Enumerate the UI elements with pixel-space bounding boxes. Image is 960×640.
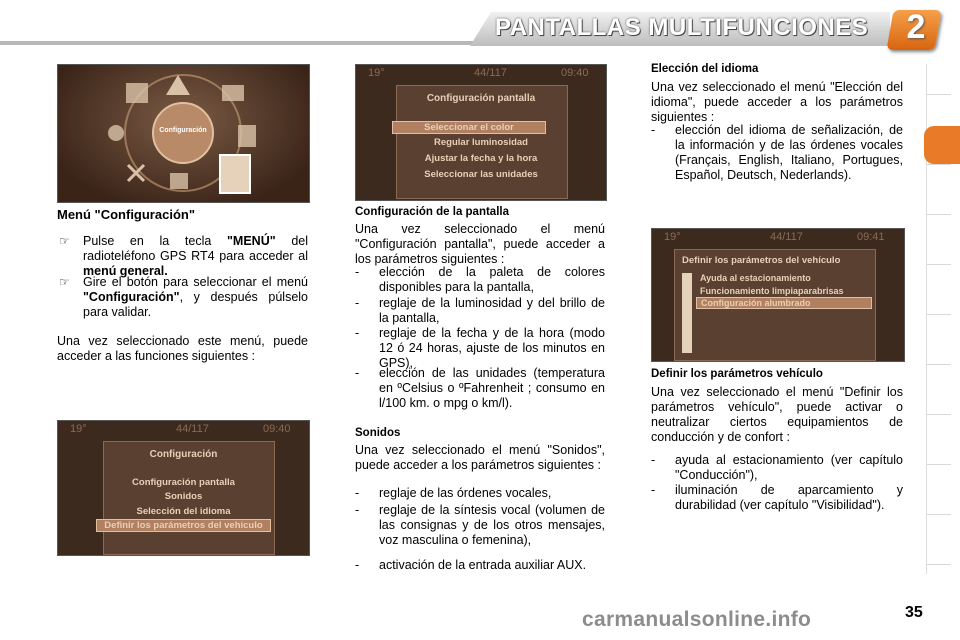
chapter-tab[interactable]: [927, 264, 951, 265]
screen-status-bar: 19° 44/117 09:40: [70, 423, 291, 435]
chapter-tab[interactable]: [927, 564, 951, 565]
screen-menu-item: Ayuda al estacionamiento: [700, 273, 811, 283]
pointer-icon: ☞: [59, 275, 70, 289]
pointer-icon: ☞: [59, 234, 70, 248]
chapter-tab-active[interactable]: [924, 126, 960, 164]
page-number: 35: [905, 604, 923, 621]
bullet-item: ☞ Gire el botón para seleccionar el menú "Configuración", y después púlselo para validar.: [59, 275, 308, 319]
chapter-tab[interactable]: [927, 514, 951, 515]
screen-title: Configuración pantalla: [426, 93, 536, 104]
chapter-tab[interactable]: [927, 464, 951, 465]
screen-menu-item: Configuración pantalla: [132, 477, 235, 488]
screen-menu-item: Regular luminosidad: [434, 137, 528, 148]
screen-status-bar: 19° 44/117 09:41: [664, 231, 885, 243]
list-item: - reglaje de la síntesis vocal (volumen de las consignas y de los otros mensajes, voz masculina o femenina),: [355, 503, 605, 547]
config-screen-photo: [57, 420, 310, 556]
chapter-tab[interactable]: [927, 414, 951, 415]
screen-status-bar: 19° 44/117 09:40: [368, 67, 589, 79]
paragraph: Una vez seleccionado este menú, puede acceder a las funciones siguientes :: [57, 334, 308, 363]
screen-menu-item: Seleccionar las unidades: [424, 169, 538, 180]
list-item: - ayuda al estacionamiento (ver capítulo "Conducción"),: [651, 453, 903, 482]
screen-menu-item: Selección del idioma: [136, 506, 231, 517]
paragraph: Una vez seleccionado el menú "Configuración pantalla", puede acceder a los parámetros siguientes :: [355, 222, 605, 266]
chapter-number: 2: [906, 8, 926, 46]
bullet-item: ☞ Pulse en la tecla "MENÚ" del radioteléfono GPS RT4 para acceder al menú general.: [59, 234, 309, 278]
page-title: PANTALLAS MULTIFUNCIONES: [495, 14, 869, 41]
paragraph: Una vez seleccionado el menú "Sonidos", puede acceder a los parámetros siguientes :: [355, 443, 605, 472]
screen-title: Configuración: [149, 449, 218, 460]
paragraph: Una vez seleccionado el menú "Definir los parámetros vehículo", puede activar o neutralizar ciertos equipamientos de conducción y de confort :: [651, 385, 903, 444]
screen-menu-item-selected: Seleccionar el color: [392, 121, 546, 134]
screen-menu-item: Sonidos: [164, 491, 203, 502]
list-item: - elección del idioma de señalización, de la información y de las órdenes vocales (Français, English, Italiano, Portugues, Español, Deutsch, Nederlands).: [651, 123, 903, 182]
heading-configuracion-pantalla: Configuración de la pantalla: [355, 206, 509, 218]
chapter-tab[interactable]: [927, 164, 951, 165]
config-menu-photo: [57, 64, 310, 203]
chapter-tab[interactable]: [927, 364, 951, 365]
chapter-tab[interactable]: [927, 214, 951, 215]
list-item: - reglaje de las órdenes vocales,: [355, 486, 552, 500]
heading-definir-parametros: Definir los parámetros vehículo: [651, 368, 823, 380]
screen-menu-item: Funcionamiento limpiaparabrisas: [700, 286, 844, 296]
scrollbar: [682, 273, 692, 353]
screen-title: Definir los parámetros del vehículo: [682, 255, 841, 266]
list-item: - elección de las unidades (temperatura en ºCelsius o ºFahrenheit ; consumo en l/100 km. o mpg o km/l).: [355, 366, 605, 410]
list-item: - activación de la entrada auxiliar AUX.: [355, 558, 587, 572]
list-item: - reglaje de la luminosidad y del brillo de la pantalla,: [355, 296, 605, 325]
chapter-tab[interactable]: [927, 314, 951, 315]
wheel-center-label: Configuración: [159, 127, 207, 134]
watermark: carmanualsonline.info: [582, 608, 812, 631]
screen-menu-item-selected: Configuración alumbrado: [696, 297, 872, 309]
vehiculo-screen-photo: [651, 228, 905, 362]
screen-menu-item-selected: Definir los parámetros del vehículo: [96, 519, 271, 532]
heading-sonidos: Sonidos: [355, 427, 401, 439]
heading-eleccion-idioma: Elección del idioma: [651, 63, 759, 75]
list-item: - reglaje de la fecha y de la hora (modo 12 ó 24 horas, ajuste de los minutos en GPS),: [355, 326, 605, 370]
heading-menu-configuracion: Menú "Configuración": [57, 207, 195, 222]
chapter-tab[interactable]: [927, 94, 951, 95]
list-item: - elección de la paleta de colores disponibles para la pantalla,: [355, 265, 605, 294]
list-item: - iluminación de aparcamiento y durabilidad (ver capítulo "Visibilidad").: [651, 483, 903, 512]
pantalla-screen-photo: [355, 64, 607, 201]
screen-menu-item: Ajustar la fecha y la hora: [424, 153, 538, 164]
paragraph: Una vez seleccionado el menú "Elección del idioma", puede acceder a los parámetros siguientes :: [651, 80, 903, 124]
